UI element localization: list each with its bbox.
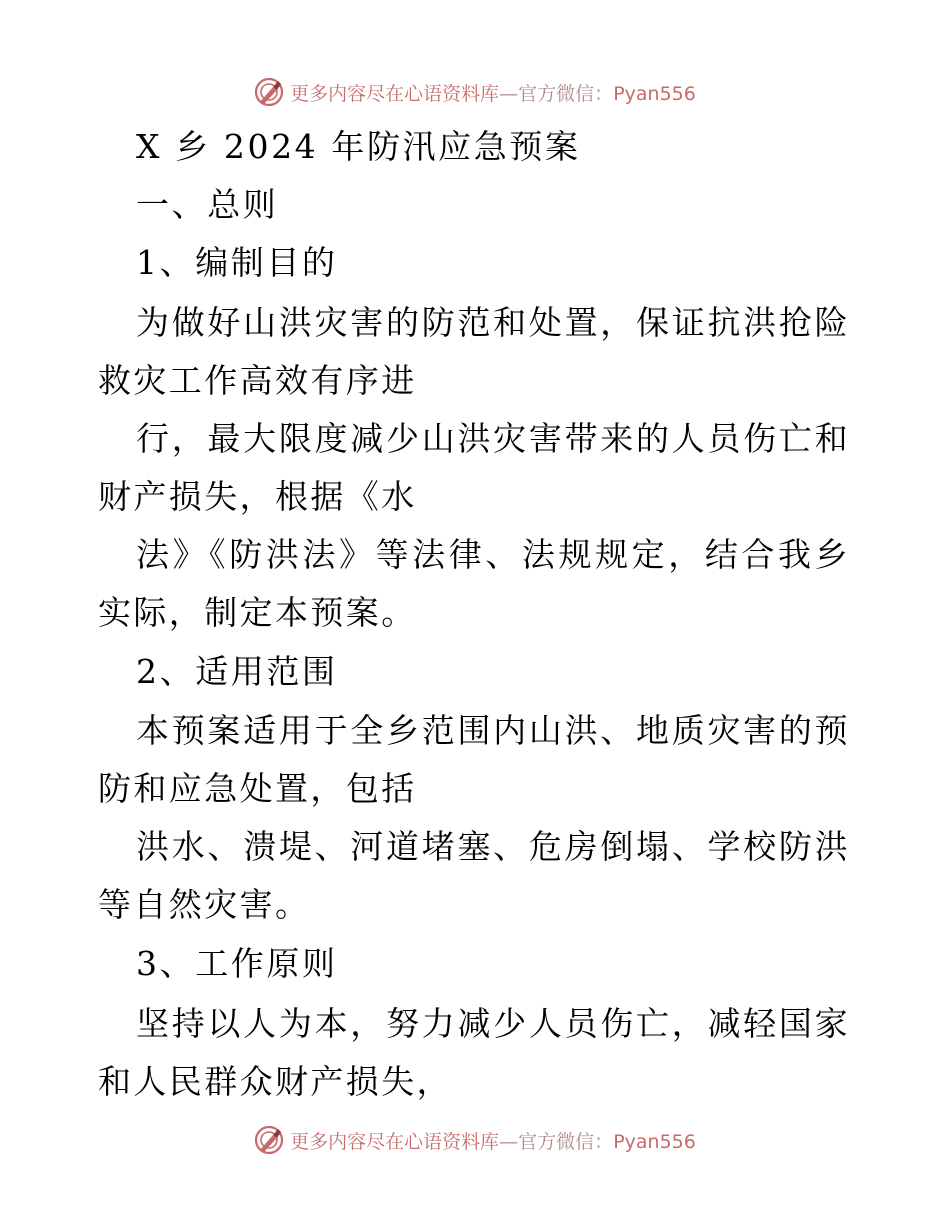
watermark-text xyxy=(290,1127,696,1154)
subheading-principles: 3、工作原则 xyxy=(136,944,338,983)
paragraph-purpose-1: 为做好山洪灾害的防范和处置，保证抗洪抢险救灾工作高效有序进 xyxy=(98,303,850,400)
pen-logo-icon xyxy=(254,1125,284,1155)
watermark-site: 更多内容尽在心语资料库 xyxy=(290,82,500,105)
watermark-site: 更多内容尽在心语资料库 xyxy=(290,1130,500,1153)
section-heading-general: 一、总则 xyxy=(136,185,279,224)
paragraph-scope-1: 本预案适用于全乡范围内山洪、地质灾害的预防和应急处置，包括 xyxy=(98,711,850,808)
paragraph-scope-2: 洪水、溃堤、河道堵塞、危房倒塌、学校防洪等自然灾害。 xyxy=(98,827,850,924)
watermark-wechat-label: 官方微信： xyxy=(518,82,614,105)
pen-logo-icon xyxy=(254,77,284,107)
watermark-banner-bottom xyxy=(0,1120,950,1160)
paragraph-principles-1: 坚持以人为本，努力减少人员伤亡，减轻国家和人民群众财产损失， xyxy=(98,1004,850,1101)
subheading-purpose: 1、编制目的 xyxy=(136,243,338,282)
watermark-text xyxy=(290,79,696,106)
paragraph-purpose-2: 行，最大限度减少山洪灾害带来的人员伤亡和财产损失，根据《水 xyxy=(98,419,850,516)
paragraph-purpose-3: 法》《防洪法》等法律、法规规定，结合我乡实际，制定本预案。 xyxy=(98,535,850,632)
watermark-dash: — xyxy=(499,82,519,105)
watermark-handle: Pyan556 xyxy=(613,82,696,105)
watermark-handle: Pyan556 xyxy=(613,1130,696,1153)
watermark-banner-top xyxy=(0,72,950,112)
watermark-dash: — xyxy=(499,1130,519,1153)
watermark-wechat-label: 官方微信： xyxy=(518,1130,614,1153)
subheading-scope: 2、适用范围 xyxy=(136,652,338,691)
document-title: X 乡 2024 年防汛应急预案 xyxy=(136,127,581,166)
